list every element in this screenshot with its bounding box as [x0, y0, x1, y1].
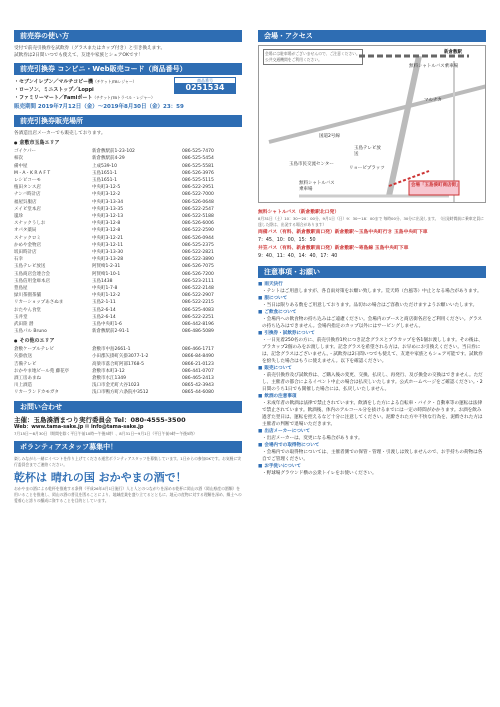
shop-phone: 086-441-0707 [182, 368, 214, 374]
map-label-hall: 玉島市民交流センター [289, 162, 334, 167]
shop-phone: 086-522-2590 [182, 228, 214, 234]
shop-address: 新倉敷駅前4-29 [92, 156, 125, 162]
shop-row [14, 361, 242, 368]
note-body: ・野球場グラウンド横の公衆トイレをお使いください。 [262, 471, 377, 476]
contact-hours: 7月15日～8月30日（期間を除く平日午前10時～午後5時）、8月31日～9月1日（平日午前9時～午後5時） [14, 431, 197, 437]
shop-address: 中央町3-13-30 [92, 250, 124, 256]
map-label-ryobi: リョービプラッツ [349, 166, 385, 171]
shop-row [14, 177, 242, 184]
shop-name: ナンバ時計店 [14, 192, 41, 198]
shop-phone: 086-526-7200 [182, 271, 214, 277]
shop-name: M・A・K R A F T [14, 170, 51, 176]
note-body: ・出店メーカーは、変更になる場合があります。 [262, 436, 363, 441]
shop-name: 酒工房あまね [14, 376, 41, 382]
ibara-bus-time: 9：40、11：40、14：40、17：40 [258, 254, 338, 259]
shop-name: 武田陸 潜 [14, 322, 34, 328]
shop-name: レシピコーモ [14, 177, 41, 183]
shop-address: 中央町3-12-21 [92, 235, 124, 241]
map-parking-note: 会場には駐車場がございませんので、ご注意ください。公共交通機関をご利用ください。 [263, 49, 363, 65]
shop-name: 坂田時計店 [14, 250, 37, 256]
left-column [14, 30, 242, 504]
map-label-bus2: 無料シャトルバス乗車場 [299, 181, 335, 193]
shop-name: 備中屋 [14, 163, 28, 169]
shop-phone: 0866-84-8490 [182, 354, 214, 360]
note-body: ・テントはご用意しますが、各自雨対策をお願い致します。荒天時（台風等）中止となる場合があります。 [262, 289, 482, 294]
shop-address: 中央町3-12-8 [92, 228, 121, 234]
shop-row [14, 314, 242, 321]
shop-name: スナックうしお [14, 221, 46, 227]
shop-row [14, 199, 242, 206]
section-heading-access: 会場・アクセス [258, 30, 486, 42]
shop-address: 玉島2-6-14 [92, 307, 116, 313]
ryobi-bus-info: 両備バス（有料、新倉敷駅南口発）新倉敷駅～玉島中央町行き 玉島中央町下車 [258, 230, 428, 235]
section-heading-usage: 前売券の使い方 [14, 30, 242, 42]
section-heading-shops: 前売引換券販売場所 [14, 115, 242, 127]
shop-phone: 086-522-2547 [182, 206, 214, 212]
shop-phone: 086-526-0648 [182, 199, 214, 205]
usage-text-1: 受付で前売引換券を試飲券（グラスまたはカップ付き）と引き換えます。 [14, 46, 166, 51]
notes-list [258, 281, 486, 477]
shop-row [14, 170, 242, 177]
shop-address: 倉敷市水江1349 [92, 376, 126, 382]
note-item [258, 330, 486, 365]
shop-address: 中央町1-12-2 [92, 293, 121, 299]
shop-phone: 086-525-7470 [182, 149, 214, 155]
note-item [258, 365, 486, 393]
shop-name: 玉島パル Bruno [14, 329, 47, 335]
shop-address: 上成539-10 [92, 163, 117, 169]
map-label-station: 新倉敷駅 [444, 50, 462, 55]
shop-address: 中央町3-12-2 [92, 192, 121, 198]
shop-phone: 086-522-2907 [182, 293, 214, 299]
note-title: ■ 販売について [258, 365, 486, 372]
note-title: ■ 飲酒の注意事項 [258, 393, 486, 400]
map-label-venue: 会場「玉島湊町商店街」 [411, 183, 461, 188]
shop-name: オパタ薬局 [14, 228, 37, 234]
shuttle-info: 無料シャトルバス（新倉敷駅北口発） [258, 210, 340, 215]
ryobi-bus-time: 7：45、10：00、15：50 [258, 238, 316, 243]
shop-row [14, 278, 242, 285]
shop-address: 中央町3-12-8 [92, 221, 121, 227]
shop-phone: 086-525-2375 [182, 242, 214, 248]
shop-name: 豊島屋 [14, 286, 28, 292]
shop-name: おたやん食堂 [14, 307, 41, 313]
note-title: ■ ご飲食について [258, 309, 486, 316]
shop-phone: 086-523-2111 [182, 278, 214, 284]
map-label-maruka: マルナカ [424, 98, 442, 103]
shop-phone: 086-465-2413 [182, 376, 214, 382]
note-item [258, 295, 486, 309]
note-item [258, 428, 486, 442]
shop-phone: 0865-44-6080 [182, 390, 214, 396]
shop-row [14, 235, 242, 242]
sale-period: 販売期間 2019年7月12日（金）～2019年8月30日（金）23：59 [14, 104, 184, 110]
note-body: ・未成年者の飲酒は法律で禁止されています。飲酒をした方による自転車・バイク・自動車等の運転は法律で禁止されています。飲酒後、体内のアルコール分を抜けるまでには一定の時間がかかります。お酒を飲み過ぎた翌日は、運転を控えるなど十分に注意してください。泥酔された方や不快な行為を、泥酔された方は主催者の判断で退場いただきます。 [262, 401, 483, 427]
shop-name: リカーショップあさぬま [14, 300, 64, 306]
section-heading-notes: 注意事項・お願い [258, 266, 486, 278]
shop-name: おかやま地ビール苑 藤花亭 [14, 368, 70, 374]
area-heading-tamashima: ● 倉敷市玉島エリア [14, 140, 242, 147]
shop-table-tamashima [14, 148, 242, 335]
shop-phone: 0865-42-3943 [182, 383, 214, 389]
note-body: ・前売引換券及び試飲券は、ご購入後の変更、交換、払戻し、再発行、及び換金の交換はできません。ただし、主催者の都合によるイベント中止の場合は払戻しいたします。公式ホームページをご確認ください。・2日間のうち1日でも開催した場合には、払戻しいたしません。 [262, 373, 483, 392]
shop-row [14, 292, 242, 299]
shop-name: 吉備テレビ [14, 361, 37, 367]
shop-name: 福屋呉服店 [14, 199, 37, 205]
shop-row [14, 389, 242, 396]
shop-phone: 086-526-7075 [182, 264, 214, 270]
shop-row [14, 227, 242, 234]
product-code-box [174, 77, 236, 94]
section-heading-code: 前売引換券 コンビニ・Web販売コード（商品番号） [14, 63, 242, 75]
shop-name: スナックロミ [14, 235, 41, 241]
shop-address: 玉島2-1-11 [92, 300, 116, 306]
shop-phone: 086-525-5115 [182, 177, 214, 183]
note-item [258, 393, 486, 428]
shop-phone: 086-486-5089 [182, 329, 214, 335]
shop-phone: 086-525-5454 [182, 156, 214, 162]
note-body: ・会場内での取得物については、主催者側での保管・管理・引渡しは致しませんので、お手持ちの荷物は各自でご管理ください。 [262, 450, 483, 462]
shop-phone: 086-526-0944 [182, 235, 214, 241]
shop-name: 玉井堂 [14, 314, 28, 320]
shop-row [14, 299, 242, 306]
shop-address: 中央町3-13-35 [92, 206, 124, 212]
shop-address: 中央町1-7-8 [92, 286, 118, 292]
shop-address: 玉島1651-1 [92, 177, 117, 183]
usage-text-2: 試飲券は2日間いつでも使えて、友達や家族とシェアOKです！ [14, 53, 143, 58]
shop-address: 中央町3-13-34 [92, 199, 124, 205]
note-item [258, 442, 486, 463]
shop-row [14, 353, 242, 360]
note-title: ■ 服について [258, 295, 486, 302]
shop-row [14, 368, 242, 375]
note-body: ・会場内への飲食物の持ち込みはご遠慮ください。会場内のブースと商店街各店をご利用ください。グラスの持ち込みはできません。会場内指定のカップ以外にはサービングしません。 [262, 317, 482, 329]
shop-name: 石幸 [14, 257, 23, 263]
note-item [258, 281, 486, 295]
shop-row [14, 382, 242, 389]
shop-address: 高梁市落合町阿部1768-5 [92, 361, 144, 367]
shop-row [14, 321, 242, 328]
shop-phone: 086-525-5581 [182, 163, 214, 169]
toast-title: 乾杯は 晴れの国 おかやまの酒で！ [14, 471, 187, 485]
note-title: ■ 雨天決行 [258, 281, 486, 288]
note-title: ■ 引換券・試飲券について [258, 330, 486, 337]
shop-phone: 086-526-3976 [182, 170, 214, 176]
shop-address: 中央町3-13-28 [92, 257, 124, 263]
note-title: ■ お手洗いについて [258, 463, 486, 470]
shop-row [14, 249, 242, 256]
shop-row [14, 271, 242, 278]
section-heading-volunteer: ボランティアスタッフ募集中！ [14, 441, 242, 453]
shop-name: 柿次 [14, 156, 23, 162]
shop-phone: 086-522-2821 [182, 250, 214, 256]
shop-name: ゴイケパー [14, 149, 37, 155]
shop-phone: 086-522-2215 [182, 300, 214, 306]
outlet-item: ・ファミリーマート／Famiポート（チケットJTBトラベル・レジャー） [14, 95, 155, 101]
note-title: ■ 出店メーカーについて [258, 428, 486, 435]
shop-address: 浅口市鴨方町六条院中3512 [92, 390, 149, 396]
shop-row [14, 220, 242, 227]
shop-row [14, 163, 242, 170]
shop-phone: 086-442-8196 [182, 322, 214, 328]
shop-row [14, 184, 242, 191]
shop-name: 玉島信用金庫本店 [14, 278, 50, 284]
shop-address: 中央町3-12-13 [92, 214, 124, 219]
shop-name: 倉敷ケーブルテレビ [14, 347, 55, 353]
shop-phone: 086-522-2951 [182, 185, 214, 191]
shop-address: 新倉敷駅前1-23-102 [92, 149, 135, 155]
shop-address: 阿賀崎1-10-1 [92, 271, 121, 277]
shop-row [14, 256, 242, 263]
shop-address: 中央町3-12-11 [92, 242, 124, 248]
shop-phone: 086-466-1717 [182, 347, 214, 353]
shop-row [14, 346, 242, 353]
shop-phone: 086-522-5188 [182, 214, 214, 219]
shop-phone: 0866-21-0123 [182, 361, 214, 367]
shop-address: 玉島1438 [92, 278, 113, 284]
area-heading-other: ● その他のエリア [14, 338, 242, 345]
shop-table-other [14, 346, 242, 396]
shop-row [14, 148, 242, 155]
shop-name: 矢掛放送 [14, 354, 32, 360]
shop-row [14, 191, 242, 198]
shop-row [14, 307, 242, 314]
section-heading-contact: お問い合わせ [14, 401, 242, 413]
shop-phone: 086-522-7000 [182, 192, 214, 198]
shop-address: 浅口市金光町大谷1023 [92, 383, 140, 389]
map-label-bus1: 無料シャトルバス乗車場 [409, 64, 459, 69]
note-item [258, 463, 486, 477]
toast-text: おかやまの酒による乾杯を推進する条例（平成26年4月1日施行）人と人とのつながりを深める乾杯に岡山の酒（岡山県産の酒類）を用いることを推進し、岡山の酒の普及を図ることにより、地域産業を盛り立てるとともに、地元の産物に対する理解を深め、郷土への愛着心と誇りの醸成に資することを目的としています。 [14, 485, 242, 503]
shop-address: 阿賀崎1-2-31 [92, 264, 121, 270]
shop-phone: 086-526-6006 [182, 221, 214, 227]
shop-row [14, 242, 242, 249]
shop-name: リカーランドカモガタ [14, 390, 59, 396]
shop-address: 倉敷市中島2661-1 [92, 347, 131, 353]
shop-row [14, 328, 242, 335]
shop-name: 玉島商店会連合会 [14, 271, 50, 277]
outlet-item: ・ローソン、ミニストップ／Loppi [14, 87, 94, 93]
shop-name: かめや金物店 [14, 242, 41, 248]
ibara-bus-info: 井笠バス（有料、新倉敷駅南口発）新倉敷駅～寄島線 玉島中央町下車 [258, 246, 409, 251]
shop-phone: 086-522-3890 [182, 257, 214, 263]
shop-name: 植田タンス店 [14, 185, 41, 191]
access-map [258, 45, 486, 203]
shop-phone: 086-522-2251 [182, 314, 214, 320]
shop-row [14, 213, 242, 220]
shop-address: 玉島1651-1 [92, 170, 117, 176]
note-title: ■ 会場内での取得物について [258, 442, 486, 449]
product-code-value: 0251534 [175, 83, 235, 93]
shop-phone: 086-522-2148 [182, 286, 214, 292]
code-section [14, 63, 242, 111]
shop-name: 嵐珍 [14, 214, 23, 219]
shop-address: 玉島中央町1-6 [92, 322, 122, 328]
shop-address: 小田郡矢掛町矢掛3077-1-2 [92, 354, 149, 360]
note-body: ・当日は限りある数をご用意しております。品切れの場合はご容赦いただけますようお願いいたします。 [262, 303, 478, 308]
organizer-contact: 主催：玉島湊酒まつり実行委員会 Tel：080-4555-3500 [14, 415, 186, 424]
product-code-label: 商品番号 [175, 78, 235, 83]
shop-name: メイビ堂本店 [14, 206, 41, 212]
shop-address: 新倉敷駅前2-91-1 [92, 329, 130, 335]
shop-name: 川上酒造 [14, 383, 32, 389]
map-label-route2: 国道2号線 [319, 134, 340, 139]
shop-row [14, 375, 242, 382]
note-body: ・一日先着250名の方に、前売引換券1枚につき記念グラスとプラカップを各1個お渡しします。その後は、プラカップ2個のみをお渡しします。記念グラスを希望される方は、お早めにお引換えください。当日券には、記念グラスはございません。・試飲券は2日間いつでも使えて、友達や家族ともシェア可能です。試飲券を紛失した場合はもうに使えません。以下を確認ください。 [262, 338, 483, 364]
shop-row [14, 285, 242, 292]
shop-name: 緑川茶園茶舗 [14, 293, 41, 299]
volunteer-text: 楽しみながら一緒にイベントを作り上げてくださる運営ボランティアスタッフを募集しています。1日からの参加OKです。お気軽に実行委員会までご連絡ください。 [14, 456, 242, 468]
shop-phone: 086-525-4083 [182, 307, 214, 313]
shop-address: 玉島2-6-14 [92, 314, 116, 320]
shop-row [14, 155, 242, 162]
shop-row [14, 206, 242, 213]
shops-note: 各酒造出店メーカーでも販売しております。 [14, 131, 106, 137]
shuttle-time: 8月31日（土）10：30～20：00分、9月1日（日）9：30～18：00まで 毎時00分、30分に出発します。（出発時間前に乗車定員に達した際は、出発する場合があります） [258, 216, 484, 227]
shop-name: 玉島テレビ放送 [14, 264, 46, 270]
map-label-tv: 玉島テレビ放送 [354, 146, 381, 158]
shop-row [14, 263, 242, 270]
shop-address: 倉敷市本町3-12 [92, 368, 125, 374]
web-contact[interactable]: Web：www.tama-sake.jp ✉ info@tama-sake.jp [14, 424, 144, 431]
outlet-item: ・セブンイレブン／マルチコピー機（チケットJTBレジャー） [14, 79, 137, 85]
note-item [258, 309, 486, 330]
shop-address: 中央町3-12-5 [92, 185, 121, 191]
right-column [258, 30, 486, 477]
